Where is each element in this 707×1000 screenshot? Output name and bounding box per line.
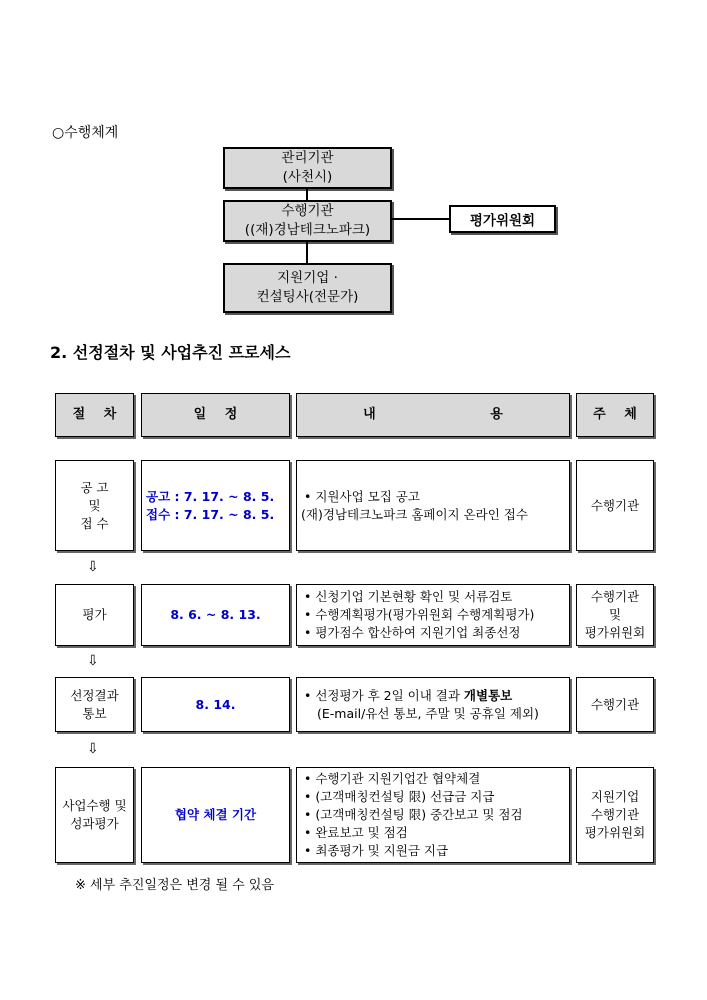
row3-schedule-line1: 8. 14. — [195, 696, 236, 712]
footnote: ※ 세부 추진일정은 변경 될 수 있음 — [75, 878, 274, 893]
row3-step-line1: 선정결과 — [70, 687, 119, 703]
row2-schedule — [141, 584, 290, 646]
row4-owner-line3: 평가위원회 — [584, 825, 646, 840]
org-box-management-line2: (사천시) — [282, 169, 333, 185]
row4-schedule-line1: 협약 체결 기간 — [174, 807, 257, 822]
row1-content-line2: (재)경남테크노파크 홈페이지 온라인 접수 — [301, 506, 528, 522]
row4-content-line1: • 수행기관 지원기업간 협약체결 — [304, 771, 481, 786]
row4-owner-line1: 지원기업 — [590, 789, 640, 804]
row2-owner-line1: 수행기관 — [590, 589, 640, 604]
row3-content-text: • 선정평가 후 2일 이내 결과 — [304, 687, 464, 703]
org-box-management — [223, 147, 392, 189]
header-step: 절 차 — [55, 393, 134, 437]
row4-content-line4: • 완료보고 및 점검 — [304, 825, 408, 840]
row3-step-line2: 통보 — [82, 705, 107, 721]
row2-content — [296, 584, 570, 646]
row4-owner — [576, 767, 654, 863]
row4-content-line5: • 최종평가 및 지원금 지급 — [304, 843, 449, 858]
header-content: 내 용 — [296, 393, 570, 437]
row4-step-line1: 사업수행 및 — [62, 798, 127, 813]
row4-owner-line2: 수행기관 — [590, 807, 640, 822]
row2-schedule-line1: 8. 6. ~ 8. 13. — [170, 607, 261, 622]
row4-step — [55, 767, 134, 863]
row3-owner-line1: 수행기관 — [590, 696, 640, 712]
row1-step-line3: 접 수 — [80, 515, 109, 531]
row4-schedule — [141, 767, 290, 863]
row2-content-line3: • 평가점수 합산하여 지원기업 최종선정 — [304, 625, 521, 640]
row3-schedule — [141, 677, 290, 732]
row1-owner-line1: 수행기관 — [590, 497, 640, 513]
row3-step — [55, 677, 134, 732]
row4-content — [296, 767, 570, 863]
down-arrow-icon: ⇩ — [87, 741, 99, 757]
org-box-companies-line2: 컨설팅사(전문가) — [256, 289, 359, 305]
row2-owner-line3: 평가위원회 — [584, 625, 646, 640]
row4-content-line2: • (고객매칭컨설팅 限) 선급금 지급 — [304, 789, 495, 804]
row3-content-line1 — [304, 687, 512, 705]
org-box-companies-line1: 지원기업 · — [277, 270, 338, 286]
row1-step-line2: 및 — [88, 497, 101, 513]
row1-step — [55, 460, 134, 551]
row2-step — [55, 584, 134, 646]
row1-content-line1: • 지원사업 모집 공고 — [304, 488, 420, 504]
row1-schedule — [141, 460, 290, 551]
row3-content-bold: 개별통보 — [463, 687, 513, 703]
row1-content — [296, 460, 570, 551]
row2-owner-line2: 및 — [608, 607, 622, 622]
row1-schedule-line1: 공고 : 7. 17. ~ 8. 5. — [146, 488, 275, 504]
row2-content-line2: • 수행계획평가(평가위원회 수행계획평가) — [304, 607, 535, 622]
row2-owner — [576, 584, 654, 646]
connector-side — [392, 218, 449, 220]
row2-content-line1: • 신청기업 기본현황 확인 및 서류검토 — [304, 589, 513, 604]
connector-top — [306, 189, 308, 200]
connector-bottom — [306, 242, 308, 263]
section-1-label: ○수행체계 — [52, 125, 119, 141]
row4-step-line2: 성과평가 — [70, 816, 119, 831]
row1-owner — [576, 460, 654, 551]
row3-content — [296, 677, 570, 732]
org-box-executing — [223, 200, 392, 242]
org-box-committee: 평가위원회 — [449, 205, 556, 233]
row3-content-line2: (E-mail/유선 통보, 주말 및 공휴일 제외) — [317, 705, 539, 721]
row1-step-line1: 공 고 — [80, 479, 109, 495]
header-owner: 주 체 — [576, 393, 654, 437]
row2-step-line1: 평가 — [82, 607, 107, 622]
header-schedule: 일 정 — [141, 393, 290, 437]
org-box-management-line1: 관리기관 — [281, 150, 334, 166]
org-box-executing-line1: 수행기관 — [281, 203, 334, 219]
row3-owner — [576, 677, 654, 732]
row1-schedule-line2: 접수 : 7. 17. ~ 8. 5. — [146, 506, 275, 522]
down-arrow-icon: ⇩ — [87, 653, 99, 669]
section-2-title: 2. 선정절차 및 사업추진 프로세스 — [50, 343, 291, 362]
org-box-executing-line2: ((재)경남테크노파크) — [244, 222, 371, 238]
down-arrow-icon: ⇩ — [87, 559, 99, 575]
row4-content-line3: • (고객매칭컨설팅 限) 중간보고 및 점검 — [304, 807, 523, 822]
org-box-companies — [223, 263, 392, 313]
